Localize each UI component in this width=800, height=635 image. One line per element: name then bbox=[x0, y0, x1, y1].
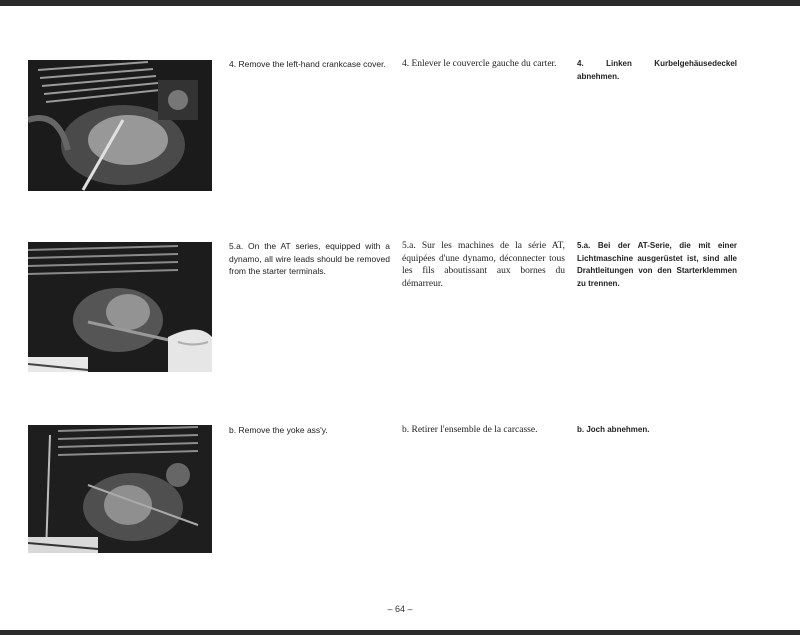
step-5a-german: 5.a. Bei der AT-Serie, die mit einer Lichtmaschine ausgerüstet ist, sind alle Drahtleitungen von den Starterklemmen zu trennen. bbox=[577, 241, 737, 288]
viewer-bottom-border bbox=[0, 630, 800, 635]
step-5a-french: 5.a. Sur les machines de la série AT, équipées d'une dynamo, déconnecter tous les fils aboutissant aux bornes du démarreur. bbox=[402, 241, 565, 289]
step-5a-english: 5.a. On the AT series, equipped with a dynamo, all wire leads should be removed from the starter terminals. bbox=[229, 241, 390, 276]
photo-starter-terminals bbox=[28, 242, 212, 372]
photo-yoke-assembly bbox=[28, 425, 212, 553]
photo-crankcase-cover bbox=[28, 60, 212, 191]
step-b-german: b. Joch abnehmen. bbox=[577, 425, 650, 434]
step-4-english: 4. Remove the left-hand crankcase cover. bbox=[229, 59, 386, 69]
step-4-french: 4. Enlever le couvercle gauche du carter. bbox=[402, 59, 557, 69]
step-b-french: b. Retirer l'ensemble de la carcasse. bbox=[402, 425, 538, 435]
step-4-german: 4. Linken Kurbelgehäusedeckel abnehmen. bbox=[577, 59, 737, 81]
manual-page bbox=[0, 6, 800, 630]
page-number: – 64 – bbox=[387, 604, 413, 614]
step-b-english: b. Remove the yoke ass'y. bbox=[229, 425, 328, 435]
